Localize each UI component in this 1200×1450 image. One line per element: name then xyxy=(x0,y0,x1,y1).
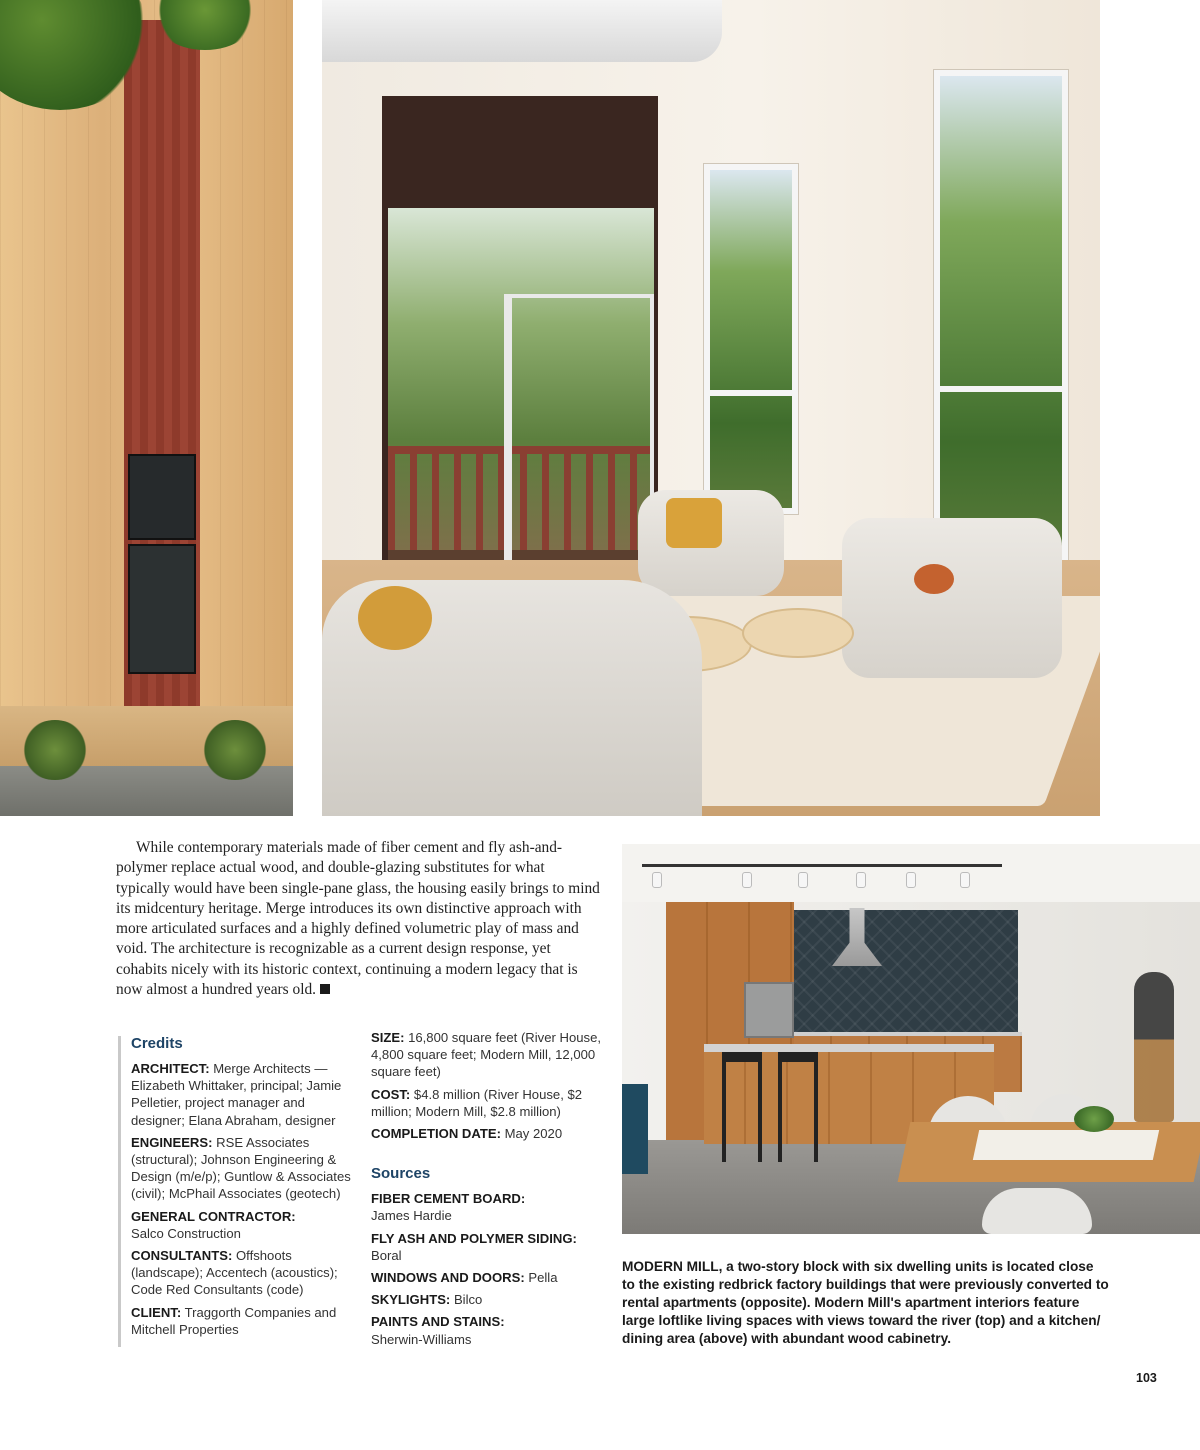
potted-plant xyxy=(1074,1106,1114,1132)
caption-text: , a two-story block with six dwelling units is located close to the existing redbrick factory buildings that were previously converted to rental apartments (opposite). Modern Mill's apartment interiors feature large loftlike living spaces with views toward the river (top) and a kitchen/ dining area (above) with abundant wood cabinetry. xyxy=(622,1259,1109,1347)
source-label: WINDOWS AND DOORS: xyxy=(371,1270,525,1286)
track-lighting xyxy=(642,864,1002,867)
kitchen-photo xyxy=(622,844,1200,1234)
fact-value: $4.8 million (River House, $2 million; Modern Mill, $2.8 million) xyxy=(371,1086,583,1119)
page-number: 103 xyxy=(1136,1371,1157,1385)
sliding-door xyxy=(504,294,654,584)
photo-caption xyxy=(622,1258,1110,1348)
track-light xyxy=(856,872,866,888)
track-light xyxy=(798,872,808,888)
credit-entry-general-contractor xyxy=(131,1208,359,1242)
tall-window-left xyxy=(704,164,798,514)
facade-window-lower xyxy=(128,544,196,674)
source-label: FLY ASH AND POLYMER SIDING: xyxy=(371,1230,577,1246)
bar-stool xyxy=(778,1052,818,1162)
credit-entry-architect xyxy=(131,1060,359,1129)
shrub xyxy=(20,720,90,780)
fact-label: SIZE: xyxy=(371,1030,405,1045)
fact-entry-completion-date xyxy=(371,1125,601,1142)
credit-label: ENGINEERS: xyxy=(131,1134,213,1150)
credit-label: CLIENT: xyxy=(131,1304,182,1320)
credits-heading: Credits xyxy=(131,1035,183,1052)
throw-pillow xyxy=(914,564,954,594)
credits-column xyxy=(131,1034,359,1343)
credit-entry-client xyxy=(131,1304,359,1338)
table-runner xyxy=(973,1130,1159,1160)
source-entry-fiber-cement xyxy=(371,1190,601,1224)
source-entry-paints xyxy=(371,1313,601,1347)
throw-pillow xyxy=(666,498,722,548)
end-mark-icon xyxy=(320,984,330,994)
source-value: Pella xyxy=(528,1270,558,1286)
credit-value: Salco Construction xyxy=(131,1225,241,1241)
credits-rule xyxy=(118,1036,121,1347)
article-body xyxy=(116,838,600,1000)
caption-lead: MODERN MILL xyxy=(622,1259,719,1274)
shrub xyxy=(200,720,270,780)
credit-value: Traggorth Companies and Mitchell Properties xyxy=(131,1304,337,1337)
credit-value: Merge Architects — Elizabeth Whittaker, principal; Jamie Pelletier, project manager and designer; Elana Abraham, designer xyxy=(131,1061,342,1128)
dining-chair xyxy=(982,1188,1092,1234)
living-room-photo xyxy=(322,0,1100,816)
fact-entry-size xyxy=(371,1029,601,1081)
bar-stool xyxy=(722,1052,762,1162)
facade-photo xyxy=(0,0,293,816)
person-walking xyxy=(1134,972,1174,1122)
fact-entry-cost xyxy=(371,1086,601,1120)
round-coffee-table xyxy=(742,608,854,658)
source-entry-skylights xyxy=(371,1291,601,1308)
source-entry-windows-doors xyxy=(371,1269,601,1286)
tall-window-right xyxy=(934,70,1068,570)
source-label: FIBER CEMENT BOARD: xyxy=(371,1191,526,1207)
source-value: Boral xyxy=(371,1247,402,1263)
fact-label: COMPLETION DATE: xyxy=(371,1126,501,1142)
credit-label: CONSULTANTS: xyxy=(131,1248,233,1264)
body-paragraph xyxy=(116,838,600,1000)
source-entry-siding xyxy=(371,1230,601,1264)
sources-heading: Sources xyxy=(371,1165,431,1183)
credit-entry-engineers xyxy=(131,1134,359,1203)
armchair xyxy=(842,518,1062,678)
tile-backsplash xyxy=(794,910,1018,1032)
facade-window-upper xyxy=(128,454,196,540)
source-value: Bilco xyxy=(453,1292,483,1308)
throw-pillow xyxy=(358,586,432,650)
credit-label: ARCHITECT: xyxy=(131,1061,210,1076)
source-value: Sherwin-Williams xyxy=(371,1331,472,1347)
track-light xyxy=(960,872,970,888)
body-paragraph-text: While contemporary materials made of fiber cement and fly ash-and-polymer replace actual wood, and double-glazing substitutes for what typically would have been single-pane glass, the housing easily brings to mind its midcentury heritage. Merge introduces its own distinctive approach with more articulated surfaces and a highly defined volumetric play of mass and void. The architecture is recognizable as a current design response, yet cohabits nicely with its historic context, continuing a modern legacy that is now almost a hundred years old. xyxy=(116,839,600,999)
source-value: James Hardie xyxy=(371,1208,452,1224)
track-light xyxy=(652,872,662,888)
facts-sources-column xyxy=(371,1029,601,1353)
source-label: PAINTS AND STAINS: xyxy=(371,1314,505,1330)
blue-furniture xyxy=(622,1084,648,1174)
track-light xyxy=(906,872,916,888)
credit-value: RSE Associates (structural); Johnson Engineering & Design (m/e/p); Guntlow & Associates (civil); McPhail Associates (geotech) xyxy=(131,1134,351,1202)
fact-value: May 2020 xyxy=(504,1126,563,1142)
source-label: SKYLIGHTS: xyxy=(371,1292,451,1308)
ceiling-duct xyxy=(322,0,722,62)
track-light xyxy=(742,872,752,888)
wall-oven xyxy=(744,982,794,1038)
fact-value: 16,800 square feet (River House, 4,800 square feet; Modern Mill, 12,000 square feet) xyxy=(371,1030,601,1080)
credit-label: GENERAL CONTRACTOR: xyxy=(131,1208,296,1224)
credit-value: Offshoots (landscape); Accentech (acoustics); Code Red Consultants (code) xyxy=(131,1248,338,1298)
credit-entry-consultants xyxy=(131,1247,359,1299)
fact-label: COST: xyxy=(371,1086,411,1102)
